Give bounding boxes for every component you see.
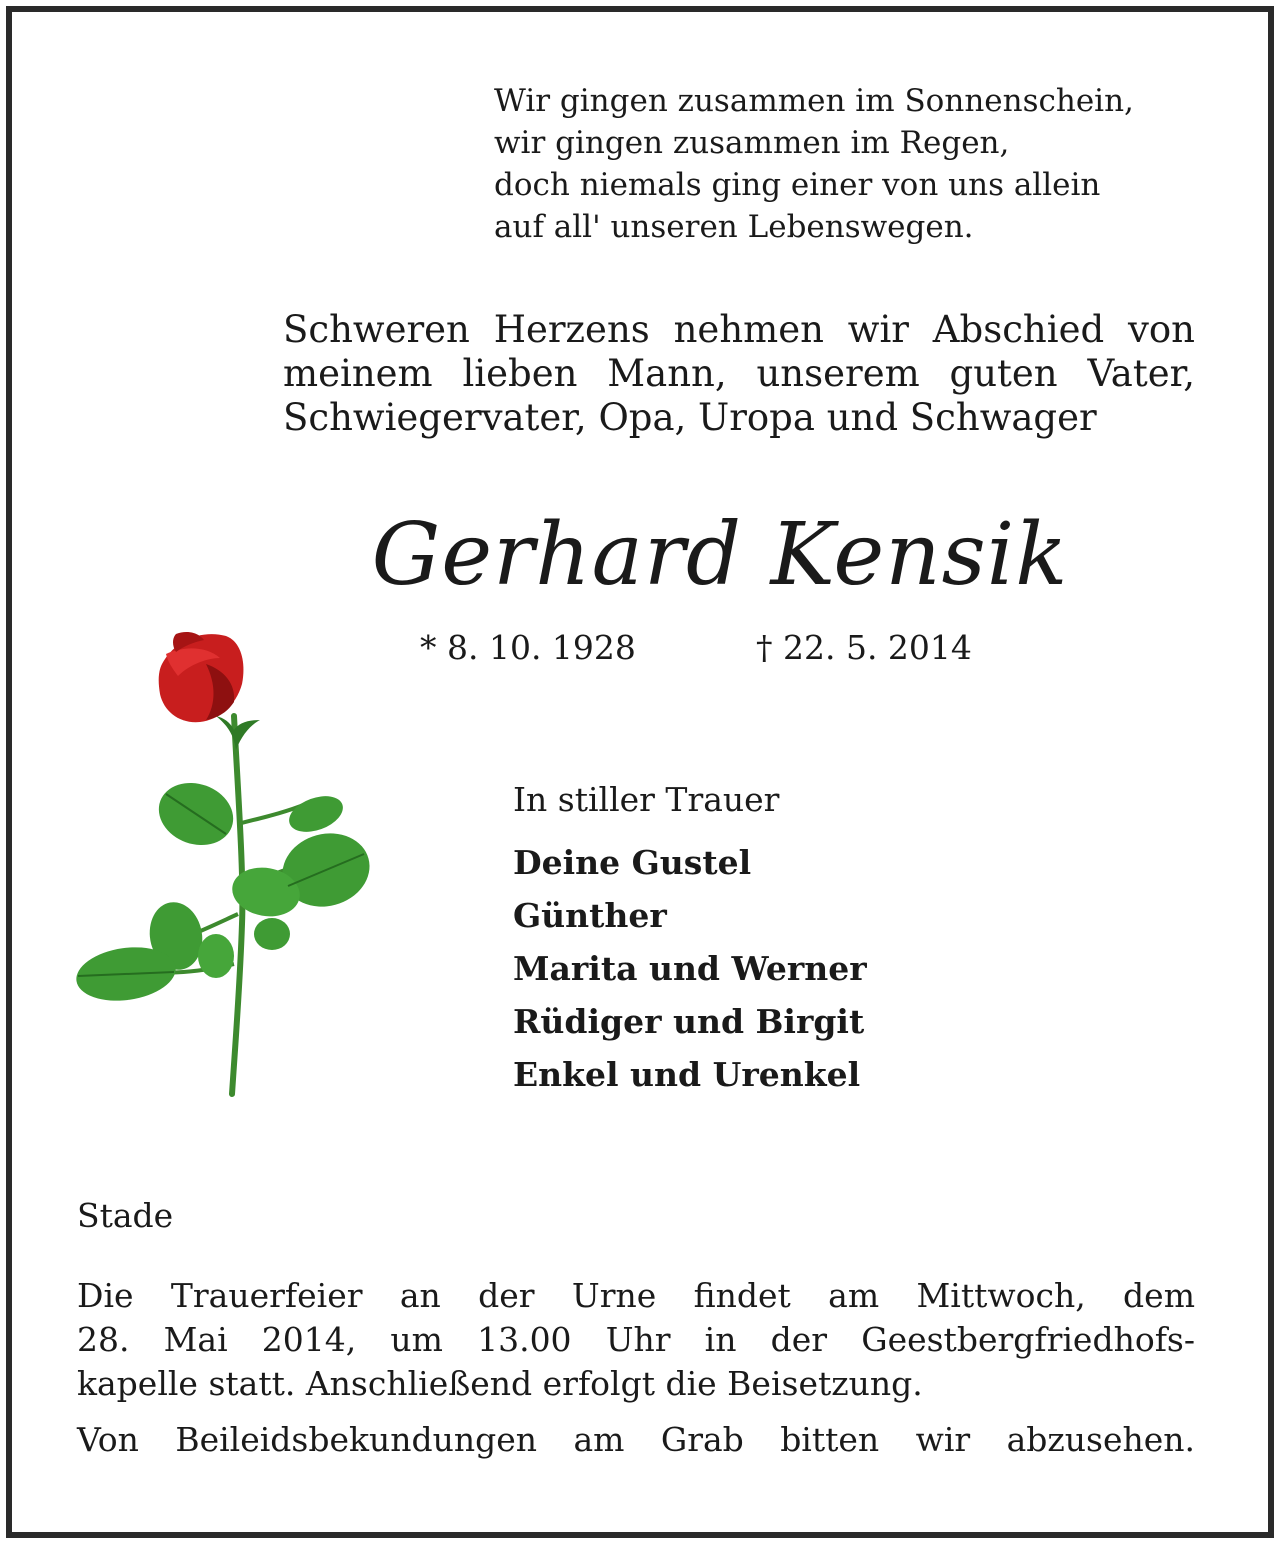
mourning-intro: In stiller Trauer: [513, 780, 780, 819]
mourner-name: Deine Gustel: [513, 843, 752, 882]
mourner-name: Enkel und Urenkel: [513, 1055, 861, 1094]
ceremony-notice: [77, 1274, 1195, 1406]
mourner-name: Günther: [513, 896, 667, 935]
rose-leaf: [284, 789, 348, 838]
mourner-name: Marita und Werner: [513, 949, 867, 988]
birth-date: * 8. 10. 1928: [420, 628, 636, 667]
ceremony-line: Die Trauerfeier an der Urne findet am Mittwoch, dem: [77, 1276, 1195, 1315]
death-date: † 22. 5. 2014: [756, 628, 972, 667]
farewell-intro: [283, 308, 1195, 440]
mourner-list: [513, 836, 867, 1101]
poem-line: Wir gingen zusammen im Sonnenschein,: [494, 83, 1134, 119]
poem-line: doch niemals ging einer von uns allein: [494, 167, 1101, 203]
poem: [494, 80, 1134, 248]
intro-line: meinem lieben Mann, unserem guten Vater,: [283, 352, 1195, 395]
ceremony-line: 28. Mai 2014, um 13.00 Uhr in der Geestbergfriedhofs-: [77, 1320, 1195, 1359]
condolence-note: Von Beileidsbekundungen am Grab bitten wir abzusehen.: [77, 1420, 1195, 1459]
rose-leaf: [254, 918, 290, 950]
ceremony-line: kapelle statt. Anschließend erfolgt die Beisetzung.: [77, 1364, 923, 1403]
rose-sepal: [216, 716, 260, 750]
rose-leaf: [198, 934, 234, 978]
deceased-name: Gerhard Kensik: [371, 505, 1069, 605]
red-rose-icon: [66, 624, 386, 1100]
location: Stade: [77, 1196, 174, 1235]
intro-line: Schwiegervater, Opa, Uropa und Schwager: [283, 396, 1097, 439]
intro-line: Schweren Herzens nehmen wir Abschied von: [283, 308, 1195, 351]
poem-line: auf all' unseren Lebenswegen.: [494, 209, 974, 245]
poem-line: wir gingen zusammen im Regen,: [494, 125, 1010, 161]
rose-petal: [159, 634, 244, 722]
mourner-name: Rüdiger und Birgit: [513, 1002, 865, 1041]
